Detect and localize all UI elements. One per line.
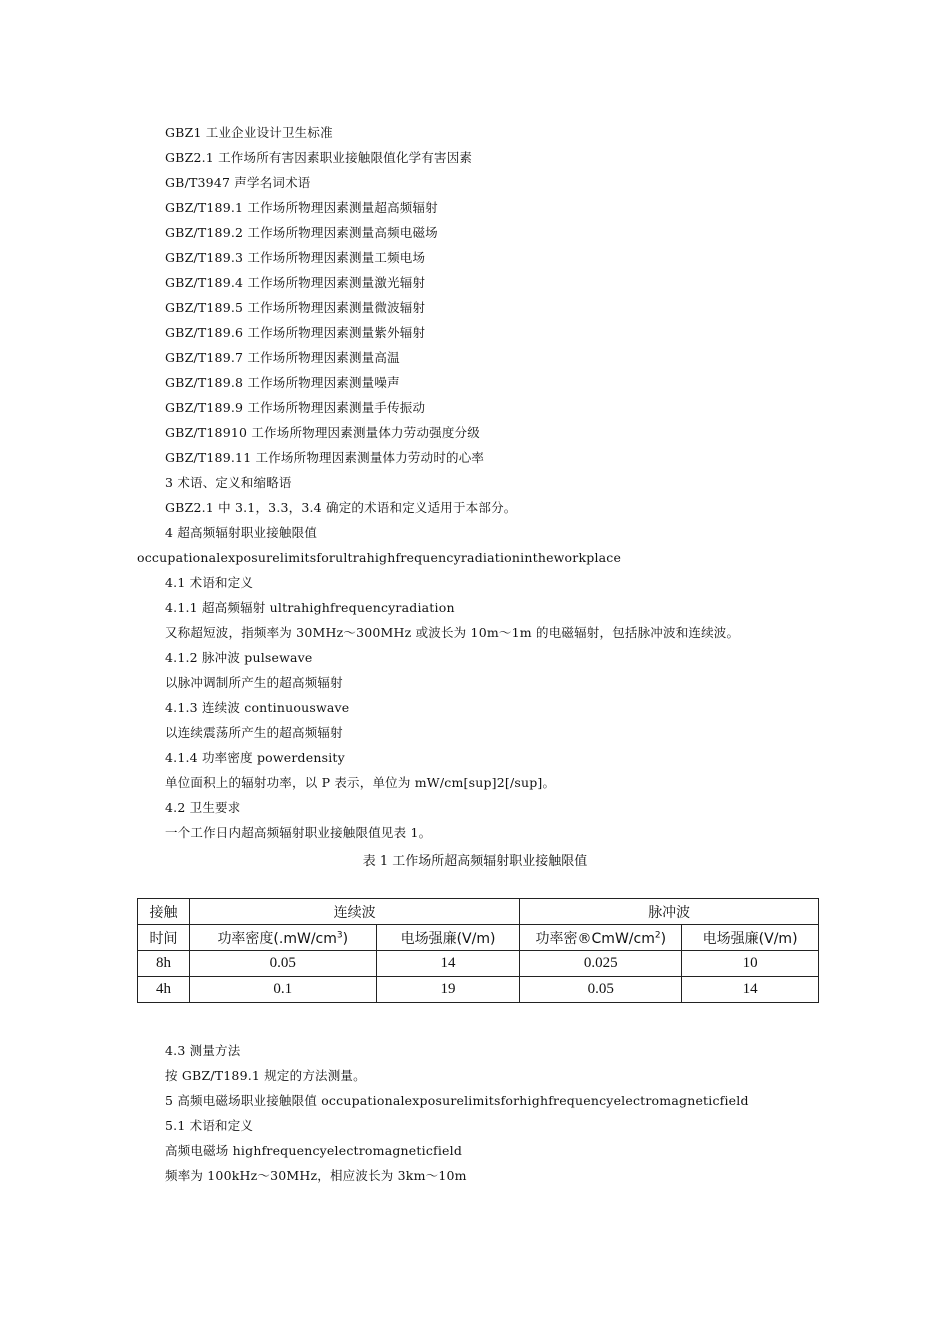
header-pulse-power-end: ) <box>660 930 667 947</box>
cell-time: 4h <box>138 977 190 1003</box>
term-4-1-2: 4.1.2 脉冲波 pulsewave <box>165 650 313 665</box>
reference-gbzt189-7: GBZ/T189.7 工作场所物理因素测量高温 <box>165 350 400 365</box>
cell-pulse-power: 0.025 <box>520 951 682 977</box>
term-4-1-4-definition: 单位面积上的辐射功率，以 P 表示，单位为 mW/cm[sup]2[/sup]。 <box>165 775 556 790</box>
term-4-1-2-definition: 以脉冲调制所产生的超高频辐射 <box>165 675 343 690</box>
table-row <box>138 951 819 977</box>
reference-gbz2-1: GBZ2.1 工作场所有害因素职业接触限值化学有害因素 <box>165 150 473 165</box>
section-4-3-text: 按 GBZ/T189.1 规定的方法测量。 <box>165 1068 366 1083</box>
cell-continuous-field: 19 <box>376 977 520 1003</box>
section-4-heading: 4 超高频辐射职业接触限值 <box>165 525 318 540</box>
section-4-1-heading: 4.1 术语和定义 <box>165 575 254 590</box>
term-4-1-3-definition: 以连续震荡所产生的超高频辐射 <box>165 725 343 740</box>
table-caption: 表 1 工作场所超高频辐射职业接触限值 <box>362 854 588 869</box>
reference-gbzt18910: GBZ/T18910 工作场所物理因素测量体力劳动强度分级 <box>165 425 480 440</box>
cell-time: 8h <box>138 951 190 977</box>
term-5-1-1-definition: 频率为 100kHz～30MHz，相应波长为 3km～10m <box>165 1168 467 1183</box>
table-row <box>138 977 819 1003</box>
header-pulse-power-text: 功率密®CmW/cm <box>535 930 655 947</box>
cell-continuous-field: 14 <box>376 951 520 977</box>
reference-gbzt189-2: GBZ/T189.2 工作场所物理因素测量高频电磁场 <box>165 225 438 240</box>
header-pulse-wave: 脉冲波 <box>520 899 819 925</box>
reference-gbzt189-4: GBZ/T189.4 工作场所物理因素测量激光辐射 <box>165 275 426 290</box>
term-5-1-1: 高频电磁场 highfrequencyelectromagneticfield <box>165 1143 463 1158</box>
header-continuous-power-end: ) <box>342 930 349 947</box>
exposure-limits-table <box>137 898 819 1003</box>
header-continuous-power-text: 功率密度(.mW/cm <box>217 930 337 947</box>
section-5-1-heading: 5.1 术语和定义 <box>165 1118 254 1133</box>
header-continuous-field-strength: 电场强廉(V/m) <box>376 925 520 951</box>
cell-pulse-field: 14 <box>682 977 819 1003</box>
section-4-2-heading: 4.2 卫生要求 <box>165 800 241 815</box>
cell-pulse-power: 0.05 <box>520 977 682 1003</box>
section-3-text: GBZ2.1 中 3.1，3.3，3.4 确定的术语和定义适用于本部分。 <box>165 500 517 515</box>
reference-gbzt189-8: GBZ/T189.8 工作场所物理因素测量噪声 <box>165 375 400 390</box>
section-4-english-title: occupationalexposurelimitsforultrahighfrequencyradiationintheworkplace <box>137 550 622 565</box>
reference-gbz1: GBZ1 工业企业设计卫生标准 <box>165 125 333 140</box>
section-3-heading: 3 术语、定义和缩略语 <box>165 475 292 490</box>
term-4-1-1: 4.1.1 超高频辐射 ultrahighfrequencyradiation <box>165 600 455 615</box>
reference-gbt3947: GB/T3947 声学名词术语 <box>165 175 311 190</box>
reference-gbzt189-6: GBZ/T189.6 工作场所物理因素测量紫外辐射 <box>165 325 426 340</box>
header-continuous-power-density <box>189 925 376 951</box>
header-pulse-power-density <box>520 925 682 951</box>
cell-continuous-power: 0.1 <box>189 977 376 1003</box>
term-4-1-1-definition: 又称超短波，指频率为 30MHz～300MHz 或波长为 10m～1m 的电磁辐射，包括脉冲波和连续波。 <box>165 625 740 640</box>
section-4-2-text: 一个工作日内超高频辐射职业接触限值见表 1。 <box>165 825 432 840</box>
header-continuous-wave: 连续波 <box>189 899 519 925</box>
term-4-1-3: 4.1.3 连续波 continuouswave <box>165 700 350 715</box>
reference-gbzt189-11: GBZ/T189.11 工作场所物理因素测量体力劳动时的心率 <box>165 450 485 465</box>
header-exposure-time-top: 接触 <box>138 899 190 925</box>
cell-pulse-field: 10 <box>682 951 819 977</box>
header-pulse-field-strength: 电场强廉(V/m) <box>682 925 819 951</box>
term-4-1-4: 4.1.4 功率密度 powerdensity <box>165 750 345 765</box>
section-4-3-heading: 4.3 测量方法 <box>165 1043 241 1058</box>
header-continuous-power-sup: 3 <box>336 929 343 940</box>
section-5-heading: 5 高频电磁场职业接触限值 occupationalexposurelimitsforhighfrequencyelectromagneticfield <box>165 1093 749 1108</box>
header-pulse-power-sup: 2 <box>654 929 661 940</box>
cell-continuous-power: 0.05 <box>189 951 376 977</box>
reference-gbzt189-9: GBZ/T189.9 工作场所物理因素测量手传振动 <box>165 400 426 415</box>
reference-gbzt189-1: GBZ/T189.1 工作场所物理因素测量超高频辐射 <box>165 200 438 215</box>
reference-gbzt189-5: GBZ/T189.5 工作场所物理因素测量微波辐射 <box>165 300 426 315</box>
reference-gbzt189-3: GBZ/T189.3 工作场所物理因素测量工频电场 <box>165 250 426 265</box>
header-exposure-time-bottom: 时间 <box>138 925 190 951</box>
